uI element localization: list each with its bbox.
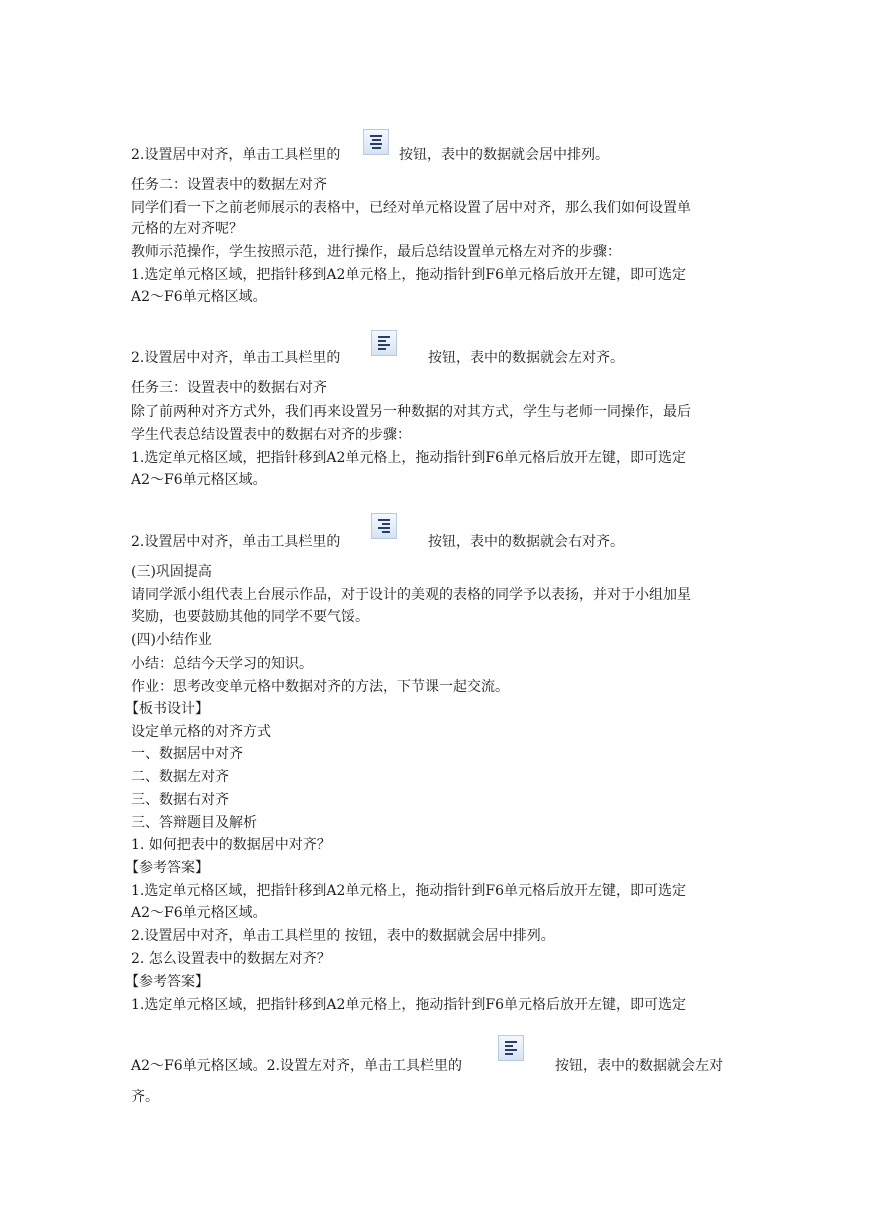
answer-2-label: 【参考答案】 [125, 974, 209, 990]
align-right-icon [371, 513, 397, 539]
section3-text-line2: 奖励，也要鼓励其他的同学不要气馁。 [131, 609, 369, 625]
task3-step2: 2.设置居中对齐，单击工具栏里的 [131, 534, 341, 550]
task2-intro-line2: 元格的左对齐呢？ [131, 221, 243, 237]
summary: 小结：总结今天学习的知识。 [131, 656, 313, 672]
align-left-icon-answer [498, 1035, 524, 1061]
answer-2-line2-tail: 按钮，表中的数据就会左对 [555, 1058, 723, 1074]
task2-intro-line1: 同学们看一下之前老师展示的表格中，已经对单元格设置了居中对齐，那么我们如何设置单 [131, 200, 691, 216]
task3-step2-tail: 按钮，表中的数据就会右对齐。 [428, 534, 624, 550]
section4-title: (四)小结作业 [131, 632, 212, 648]
step-center-2-tail: 按钮，表中的数据就会居中排列。 [399, 147, 609, 163]
board-title: 【板书设计】 [125, 701, 209, 717]
step-center-2: 2.设置居中对齐，单击工具栏里的 [131, 147, 341, 163]
section3-text-line1: 请同学派小组代表上台展示作品，对于设计的美观的表格的同学予以表扬，并对于小组加星 [131, 587, 691, 603]
answer-1-line3: 2.设置居中对齐，单击工具栏里的 按钮，表中的数据就会居中排列。 [131, 928, 555, 944]
task2-title: 任务二：设置表中的数据左对齐 [131, 177, 327, 193]
task3-title: 任务三：设置表中的数据右对齐 [131, 380, 327, 396]
homework: 作业：思考改变单元格中数据对齐的方法，下节课一起交流。 [131, 679, 509, 695]
answer-1-line2: A2～F6单元格区域。 [131, 905, 267, 921]
task2-step2-tail: 按钮，表中的数据就会左对齐。 [428, 350, 624, 366]
align-center-icon [363, 129, 389, 155]
answer-2-line2: A2～F6单元格区域。2.设置左对齐，单击工具栏里的 [131, 1058, 462, 1074]
qa-title: 三、答辩题目及解析 [131, 815, 257, 831]
task3-intro-line1: 除了前两种对齐方式外，我们再来设置另一种数据的对其方式，学生与老师一同操作，最后 [131, 404, 691, 420]
board-item-1: 一、数据居中对齐 [131, 746, 243, 762]
task3-step1-line2: A2～F6单元格区域。 [131, 472, 267, 488]
task3-intro-line2: 学生代表总结设置表中的数据右对齐的步骤： [131, 427, 411, 443]
align-left-icon [371, 330, 397, 356]
task3-step1-line1: 1.选定单元格区域，把指针移到A2单元格上，拖动指针到F6单元格后放开左键，即可选定 [131, 450, 686, 466]
task2-demo: 教师示范操作，学生按照示范，进行操作，最后总结设置单元格左对齐的步骤： [131, 244, 621, 260]
answer-2-line1: 1.选定单元格区域，把指针移到A2单元格上，拖动指针到F6单元格后放开左键，即可选定 [131, 997, 686, 1013]
board-item-3: 三、数据右对齐 [131, 792, 229, 808]
answer-1-line1: 1.选定单元格区域，把指针移到A2单元格上，拖动指针到F6单元格后放开左键，即可选定 [131, 883, 686, 899]
board-heading: 设定单元格的对齐方式 [131, 724, 271, 740]
answer-2-line3: 齐。 [131, 1089, 159, 1105]
answer-1-label: 【参考答案】 [125, 860, 209, 876]
task2-step1-line1: 1.选定单元格区域，把指针移到A2单元格上，拖动指针到F6单元格后放开左键，即可选定 [131, 267, 686, 283]
task2-step2: 2.设置居中对齐，单击工具栏里的 [131, 350, 341, 366]
section3-title: (三)巩固提高 [131, 564, 212, 580]
task2-step1-line2: A2～F6单元格区域。 [131, 289, 267, 305]
board-item-2: 二、数据左对齐 [131, 769, 229, 785]
question-1: 1. 如何把表中的数据居中对齐？ [131, 837, 331, 853]
question-2: 2. 怎么设置表中的数据左对齐？ [131, 951, 331, 967]
